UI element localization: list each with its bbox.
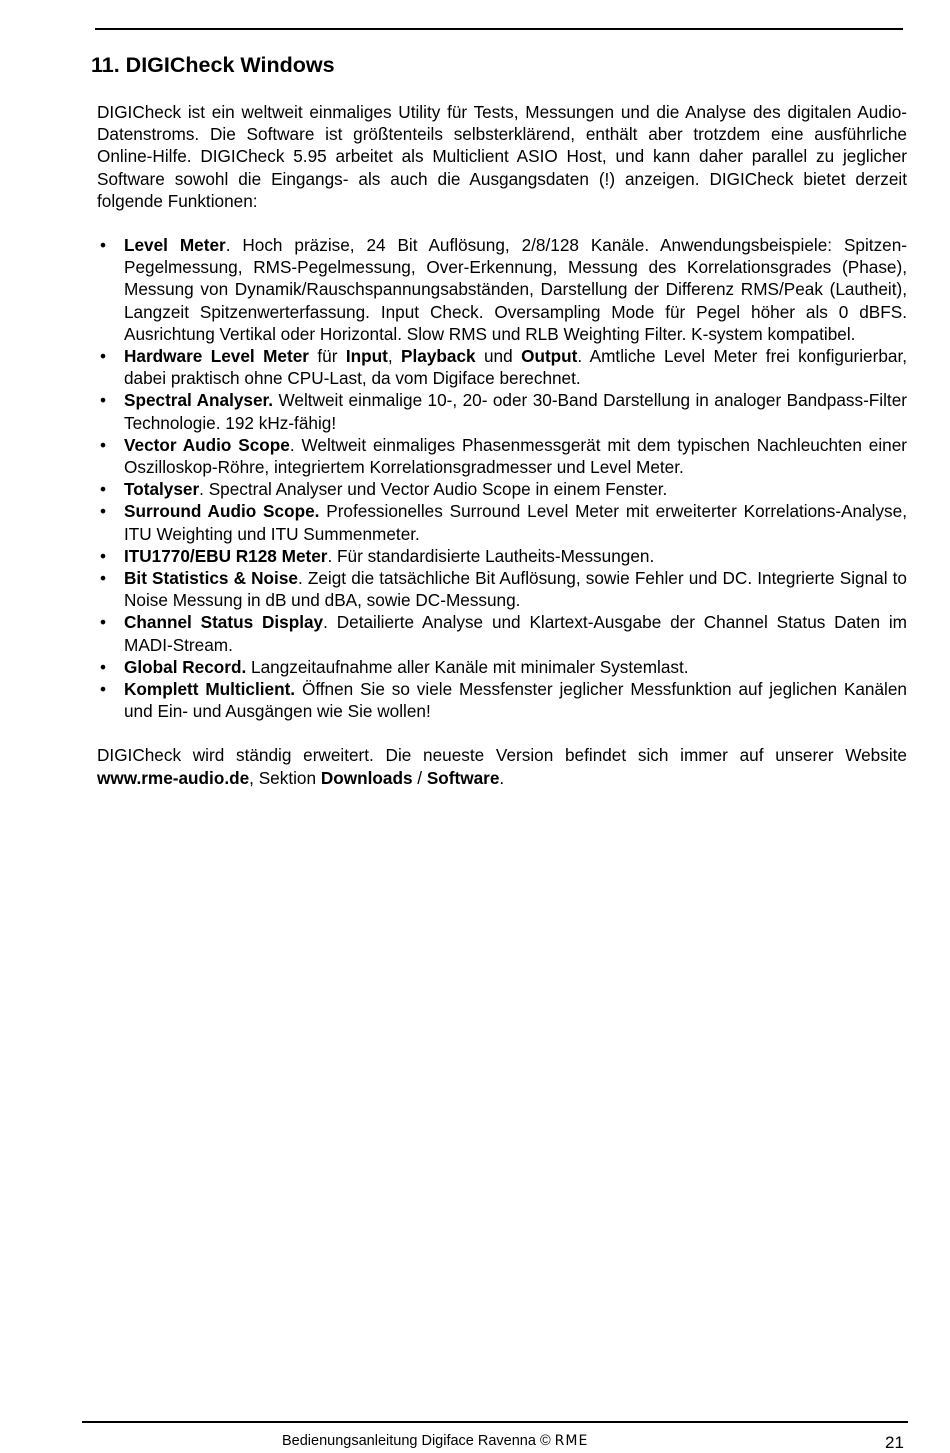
feature-title: ITU1770/EBU R128 Meter [124, 545, 328, 566]
list-item [97, 500, 907, 544]
footer-caption [282, 1432, 588, 1450]
feature-title: Komplett Multiclient. [124, 679, 296, 700]
feature-keyword-input: Input [345, 346, 388, 367]
section-heading: 11. DIGICheck Windows [91, 53, 335, 77]
page-number: 21 [885, 1433, 904, 1452]
bullet-icon: • [99, 656, 107, 677]
list-item [97, 611, 907, 655]
list-item [97, 567, 907, 611]
bullet-icon: • [99, 346, 107, 367]
feature-title: Global Record. [124, 656, 247, 677]
outro-text: DIGICheck wird ständig erweitert. Die neueste Version befindet sich immer auf unserer Website [97, 745, 907, 766]
feature-title: Hardware Level Meter [124, 346, 309, 367]
feature-description: Langzeitaufnahme aller Kanäle mit minimaler Systemlast. [246, 656, 689, 677]
feature-keyword-playback: Playback [401, 346, 476, 367]
feature-keyword-output: Output [521, 346, 578, 367]
bullet-icon: • [99, 235, 107, 256]
footer-rule [82, 1421, 908, 1423]
footer-title: Bedienungsanleitung Digiface Ravenna © [282, 1433, 551, 1449]
header-rule [95, 28, 903, 30]
rme-logo: RME [554, 1433, 589, 1449]
feature-description: Professionelles Surround Level Meter mit erweiterter Korrelations-Analyse, ITU Weighting und ITU Summenmeter. [124, 501, 907, 544]
list-item [97, 678, 907, 722]
feature-title: Channel Status Display [124, 612, 324, 633]
outro-paragraph [97, 744, 907, 788]
feature-description: . Für standardisierte Lautheits-Messungen. [327, 545, 655, 566]
list-item [97, 234, 907, 345]
feature-title: Surround Audio Scope. [124, 501, 320, 522]
list-item [97, 434, 907, 478]
feature-list [97, 234, 907, 722]
software-label: Software [426, 767, 500, 788]
downloads-label: Downloads [320, 767, 413, 788]
outro-text: / [412, 767, 427, 788]
feature-text: und [475, 346, 522, 367]
feature-description: . Weltweit einmaliges Phasenmessgerät mit dem typischen Nachleuchten einer Oszilloskop-Röhre, integriertem Korrelationsgradmesser und Level Meter. [124, 434, 907, 478]
feature-description: . Zeigt die tatsächliche Bit Auflösung, sowie Fehler und DC. Integrierte Signal to Noise Messung in dB und dBA, sowie DC-Messung. [124, 568, 907, 611]
list-item [97, 478, 907, 500]
feature-text: , [387, 346, 402, 367]
intro-paragraph: DIGICheck ist ein weltweit einmaliges Utility für Tests, Messungen und die Analyse des digitalen Audio-Datenstroms. Die Software ist größtenteils selbsterklärend, enthält aber trotzdem eine ausführliche Online-Hilfe. DIGICheck 5.95 arbeitet als Multiclient ASIO Host, und kann daher parallel zu jeglicher Software sowohl die Eingangs- als auch die Ausgangsdaten (!) anzeigen. DIGICheck bietet derzeit folgende Funktionen: [97, 102, 907, 211]
list-item [97, 389, 907, 433]
feature-description: . Detailierte Analyse und Klartext-Ausgabe der Channel Status Daten im MADI-Stream. [124, 612, 907, 655]
outro-text: . [499, 767, 505, 788]
bullet-icon: • [99, 568, 107, 589]
website-link: www.rme-audio.de [97, 767, 250, 788]
feature-title: Bit Statistics & Noise [124, 568, 298, 589]
feature-title: Totalyser [124, 479, 200, 500]
bullet-icon: • [99, 390, 107, 411]
list-item [97, 656, 907, 678]
bullet-icon: • [99, 679, 107, 700]
feature-description: Weltweit einmalige 10-, 20- oder 30-Band Darstellung in analoger Bandpass-Filter Technologie. 192 kHz-fähig! [124, 390, 907, 433]
feature-description: . Hoch präzise, 24 Bit Auflösung, 2/8/128 Kanäle. Anwendungsbeispiele: Spitzen-Pegelmessung, RMS-Pegelmessung, Over-Erkennung, Messung des Korrelationsgrades (Phase), Messung von Dynamik/Rauschspannungsabständen, Darstellung der Differenz RMS/Peak (Lautheit), Langzeit Spitzenwerterfassung. Input Check. Oversampling Mode für Pegel höher als 0 dBFS. Ausrichtung Vertikal oder Horizontal. Slow RMS und RLB Weighting Filter. K-system kompatibel. [124, 235, 908, 344]
bullet-icon: • [99, 479, 107, 500]
bullet-icon: • [99, 612, 107, 633]
feature-description: Öffnen Sie so viele Messfenster jeglicher Messfunktion auf jeglichen Kanälen und Ein- und Ausgängen wie Sie wollen! [124, 679, 907, 722]
outro-text: , Sektion [249, 767, 321, 788]
feature-description: . Spectral Analyser und Vector Audio Scope in einem Fenster. [199, 479, 668, 500]
feature-title: Spectral Analyser. [124, 390, 274, 411]
list-item [97, 545, 907, 567]
bullet-icon: • [99, 501, 107, 522]
feature-description: . Amtliche Level Meter frei konfigurierbar, dabei praktisch ohne CPU-Last, da vom Digiface berechnet. [124, 346, 907, 389]
feature-title: Level Meter [124, 235, 226, 256]
page-body [97, 101, 907, 789]
feature-title: Vector Audio Scope [124, 434, 290, 455]
feature-text: für [308, 346, 346, 367]
bullet-icon: • [99, 545, 107, 566]
list-item [97, 345, 907, 389]
bullet-icon: • [99, 434, 107, 455]
